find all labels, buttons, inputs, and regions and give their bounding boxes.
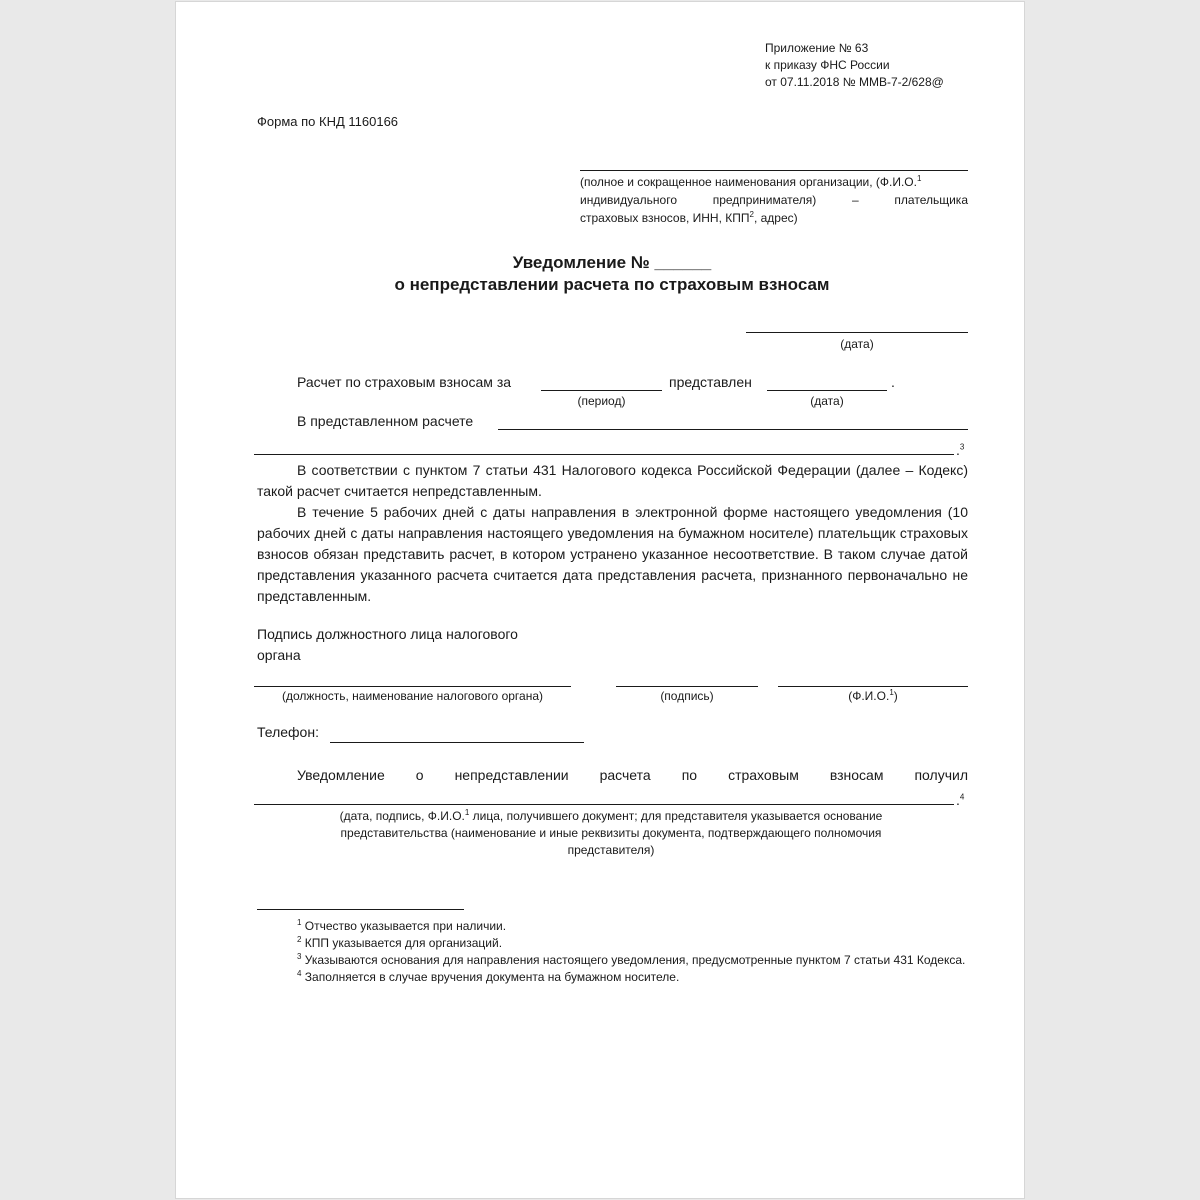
phone-line — [330, 742, 584, 743]
footnote-2: $^2$ КПП указывается для организаций. — [297, 935, 503, 950]
date-line — [746, 332, 968, 333]
submitted-date-caption: (дата) — [810, 394, 844, 408]
receipt-end: .$^4$ — [956, 792, 965, 808]
submitted-label: представлен — [669, 374, 752, 390]
signature-caption: (подпись) — [660, 689, 714, 703]
position-caption: (должность, наименование налогового органа) — [282, 689, 543, 703]
in-calc-line — [498, 429, 968, 430]
phone-label: Телефон: — [257, 724, 319, 740]
footnote-3: $^3$ Указываются основания для направления настоящего уведомления, предусмотренные пунктом 7 статьи 431 Кодекса. — [297, 952, 966, 967]
appendix-block — [765, 40, 1005, 91]
notice-title-line-1: Уведомление № ______ — [512, 253, 712, 272]
submitted-date-line — [767, 390, 887, 391]
notice-title-line-2: о непредставлении расчета по страховым взносам — [394, 275, 830, 294]
statement-dot: . — [891, 374, 895, 390]
appendix-line-3: от 07.11.2018 № ММВ-7-2/628@ — [765, 75, 944, 89]
footnote-separator — [257, 909, 464, 910]
receipt-underline — [254, 804, 954, 805]
addressee-caption: (полное и сокращенное наименования организации, (Ф.И.О.$^1$ индивидуального предпринимателя) – плательщика страховых взносов, ИНН, КПП$^2$, адрес) — [580, 174, 968, 225]
calc-label: Расчет по страховым взносам за — [297, 374, 512, 390]
appendix-line-2: к приказу ФНС России — [765, 58, 890, 72]
addressee-line — [580, 170, 968, 171]
appendix-line-1: Приложение № 63 — [765, 41, 869, 55]
signature-label: Подпись должностного лица налогового органа — [257, 626, 518, 663]
in-calc-line-2 — [254, 454, 954, 455]
footnote-4: $^4$ Заполняется в случае вручения документа на бумажном носителе. — [297, 969, 680, 984]
footnotes — [257, 918, 968, 986]
body-paragraph-1: В соответствии с пунктом 7 статьи 431 Налогового кодекса Российской Федерации (далее – Кодекс) такой расчет считается непредставленным. — [257, 462, 968, 499]
body-paragraph-2: В течение 5 рабочих дней с даты направления в электронной форме настоящего уведомления (10 рабочих дней с даты направления настоящего уведомления на бумажном носителе) плательщик страховых взносов обязан представить расчет, в котором устранено указанное несоответствие. В таком случае датой представления указанного расчета считается дата представления расчета, признанного первоначально не представленным. — [257, 504, 968, 604]
period-line — [541, 390, 662, 391]
fio-caption: (Ф.И.О.$^1$) — [848, 688, 898, 703]
in-calc-label: В представленном расчете — [297, 413, 474, 429]
notice-title — [276, 252, 948, 296]
receipt-caption: (дата, подпись, Ф.И.О.$^1$ лица, получившего документ; для представителя указывается основание представительства (наименование и иные реквизиты документа, подтверждающего полномочия представителя) — [339, 808, 883, 857]
in-calc-end: .$^3$ — [956, 442, 965, 458]
receipt-line: Уведомление о непредставлении расчета по страховым взносам получил — [297, 767, 968, 783]
fio-line — [778, 686, 968, 687]
date-caption: (дата) — [840, 337, 874, 351]
footnote-1: $^1$ Отчество указывается при наличии. — [297, 918, 507, 933]
document-page — [176, 2, 1024, 1198]
signature-line — [616, 686, 758, 687]
period-caption: (период) — [577, 394, 626, 408]
form-code: Форма по КНД 1160166 — [257, 114, 399, 129]
position-line — [254, 686, 571, 687]
